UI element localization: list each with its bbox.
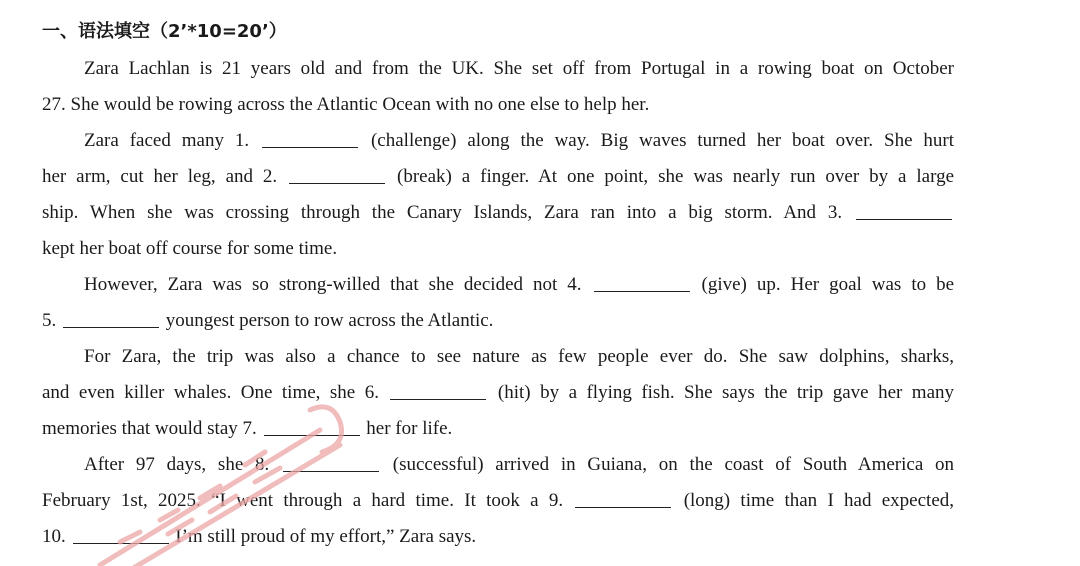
blank-6[interactable] [390, 398, 486, 400]
paragraph-4-line-1 [84, 339, 954, 375]
text: Zara faced many 1. [84, 130, 250, 151]
text: (challenge) along the way. Big waves turned her boat over. She hurt [370, 130, 955, 151]
blank-9[interactable] [575, 506, 671, 508]
blank-4[interactable] [594, 290, 690, 292]
blank-3[interactable] [856, 218, 952, 220]
text: (break) a finger. At one point, she was nearly run over by a large [397, 166, 955, 187]
text: 27. She would be rowing across the Atlantic Ocean with no one else to help her. [42, 94, 650, 115]
paragraph-4-line-3 [42, 411, 954, 447]
text: kept her boat off course for some time. [42, 238, 338, 259]
text: youngest person to row across the Atlantic. [165, 310, 494, 331]
paragraph-2-line-4 [42, 231, 954, 267]
paragraph-4-line-2 [42, 375, 954, 411]
section-heading: 一、语法填空（2’*10=20’） [42, 21, 287, 42]
text: and even killer whales. One time, she 6. [42, 382, 379, 403]
paragraph-3-line-1 [84, 267, 954, 303]
paragraph-1-line-2 [42, 87, 954, 123]
paragraph-1-line-1 [84, 51, 954, 87]
text: However, Zara was so strong-willed that she decided not 4. [84, 274, 582, 295]
text: her arm, cut her leg, and 2. [42, 166, 278, 187]
text: ship. When she was crossing through the Canary Islands, Zara ran into a big storm. And 3. [42, 202, 843, 223]
text: For Zara, the trip was also a chance to see nature as few people ever do. She saw dolphins, sharks, [84, 346, 954, 367]
blank-2[interactable] [289, 182, 385, 184]
blank-7[interactable] [264, 434, 360, 436]
text: 10. [42, 526, 66, 547]
paragraph-2-line-3 [42, 195, 954, 231]
paragraph-2-line-2 [42, 159, 954, 195]
blank-8[interactable] [283, 470, 379, 472]
text: (hit) by a flying fish. She says the trip gave her many [497, 382, 955, 403]
text: 5. [42, 310, 57, 331]
paragraph-5-line-1 [84, 447, 954, 483]
text: memories that would stay 7. [42, 418, 257, 439]
blank-5[interactable] [63, 326, 159, 328]
text: I’m still proud of my effort,” Zara says. [175, 526, 477, 547]
paragraph-5-line-2 [42, 483, 954, 519]
blank-10[interactable] [73, 542, 169, 544]
text: Zara Lachlan is 21 years old and from the UK. She set off from Portugal in a rowing boat on October [84, 58, 954, 79]
blank-1[interactable] [262, 146, 358, 148]
text: her for life. [366, 418, 453, 439]
paragraph-5-line-3 [42, 519, 954, 555]
text: (give) up. Her goal was to be [701, 274, 955, 295]
paragraph-3-line-2 [42, 303, 954, 339]
text: (long) time than I had expected, [683, 490, 955, 511]
text: (successful) arrived in Guiana, on the coast of South America on [392, 454, 955, 475]
text: After 97 days, she 8. [84, 454, 270, 475]
text: February 1st, 2025. “I went through a hard time. It took a 9. [42, 490, 564, 511]
paragraph-2-line-1 [84, 123, 954, 159]
